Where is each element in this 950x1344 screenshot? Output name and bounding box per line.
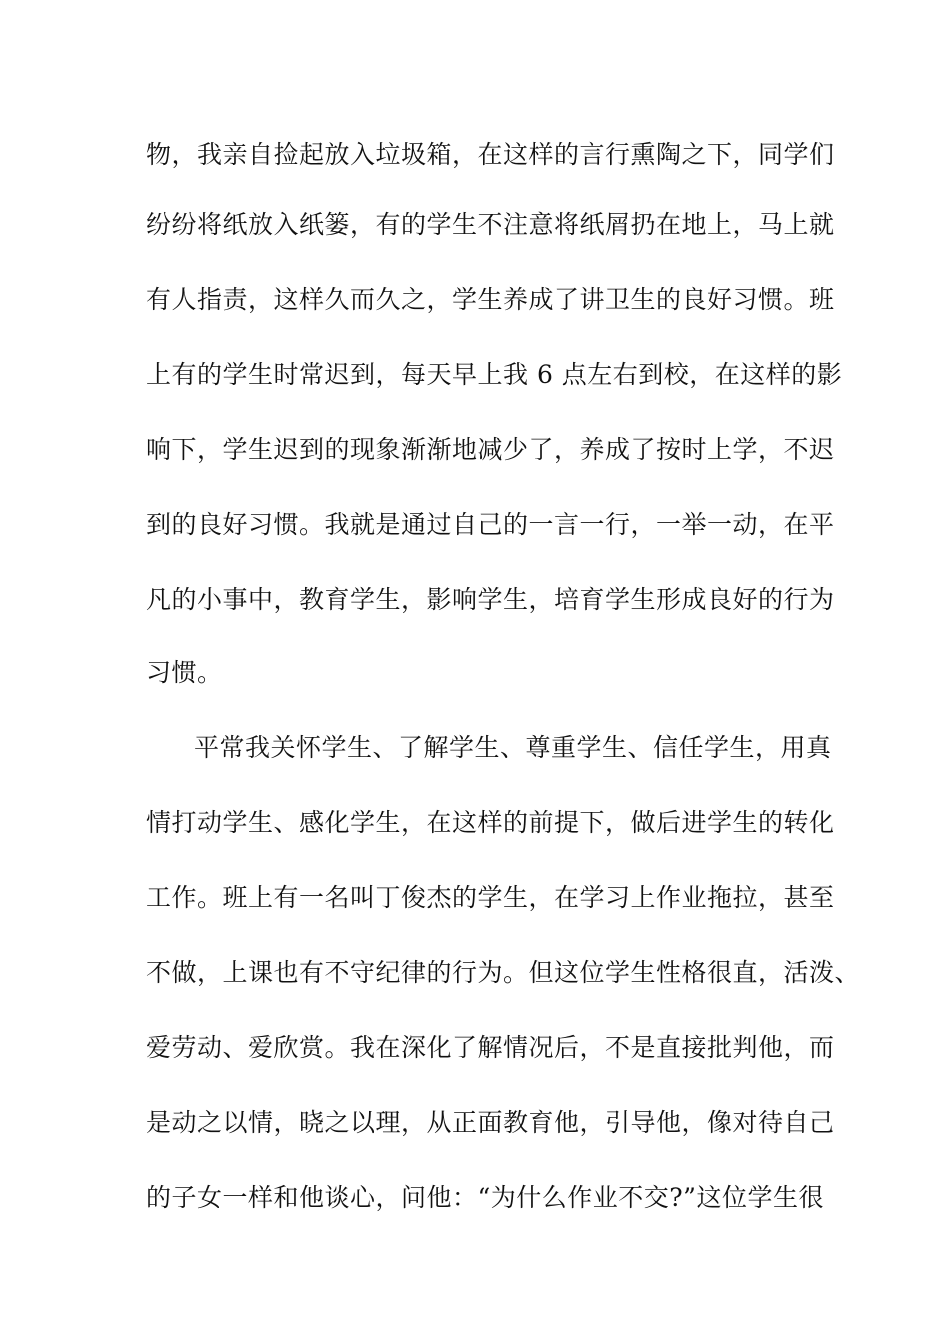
text-line: 是动之以情，晓之以理，从正面教育他，引导他，像对待自己: [146, 1108, 835, 1137]
text-line: 物，我亲自捡起放入垃圾箱，在这样的言行熏陶之下，同学们: [146, 140, 835, 169]
text-line: 情打动学生、感化学生，在这样的前提下，做后进学生的转化: [146, 808, 835, 837]
text-line: 有人指责，这样久而久之，学生养成了讲卫生的良好习惯。班: [146, 285, 835, 314]
text-line: 响下，学生迟到的现象渐渐地减少了，养成了按时上学，不迟: [146, 435, 835, 464]
text-line: 的子女一样和他谈心，问他：“为什么作业不交?”这位学生很: [146, 1183, 824, 1212]
text-line: 不做，上课也有不守纪律的行为。但这位学生性格很直，活泼、: [146, 958, 861, 987]
text-line: 到的良好习惯。我就是通过自己的一言一行，一举一动，在平: [146, 510, 835, 539]
text-line: 凡的小事中，教育学生，影响学生，培育学生形成良好的行为: [146, 585, 835, 614]
text-line: 上有的学生时常迟到，每天早上我 6 点左右到校，在这样的影: [146, 360, 843, 389]
text-line: 爱劳动、爱欣赏。我在深化了解情况后，不是直接批判他，而: [146, 1033, 835, 1062]
text-line: 习惯。: [146, 658, 223, 687]
text-line: 工作。班上有一名叫丁俊杰的学生，在学习上作业拖拉，甚至: [146, 883, 835, 912]
paragraph-first-line: 平常我关怀学生、了解学生、尊重学生、信任学生，用真: [194, 733, 832, 762]
text-line: 纷纷将纸放入纸篓，有的学生不注意将纸屑扔在地上，马上就: [146, 210, 835, 239]
